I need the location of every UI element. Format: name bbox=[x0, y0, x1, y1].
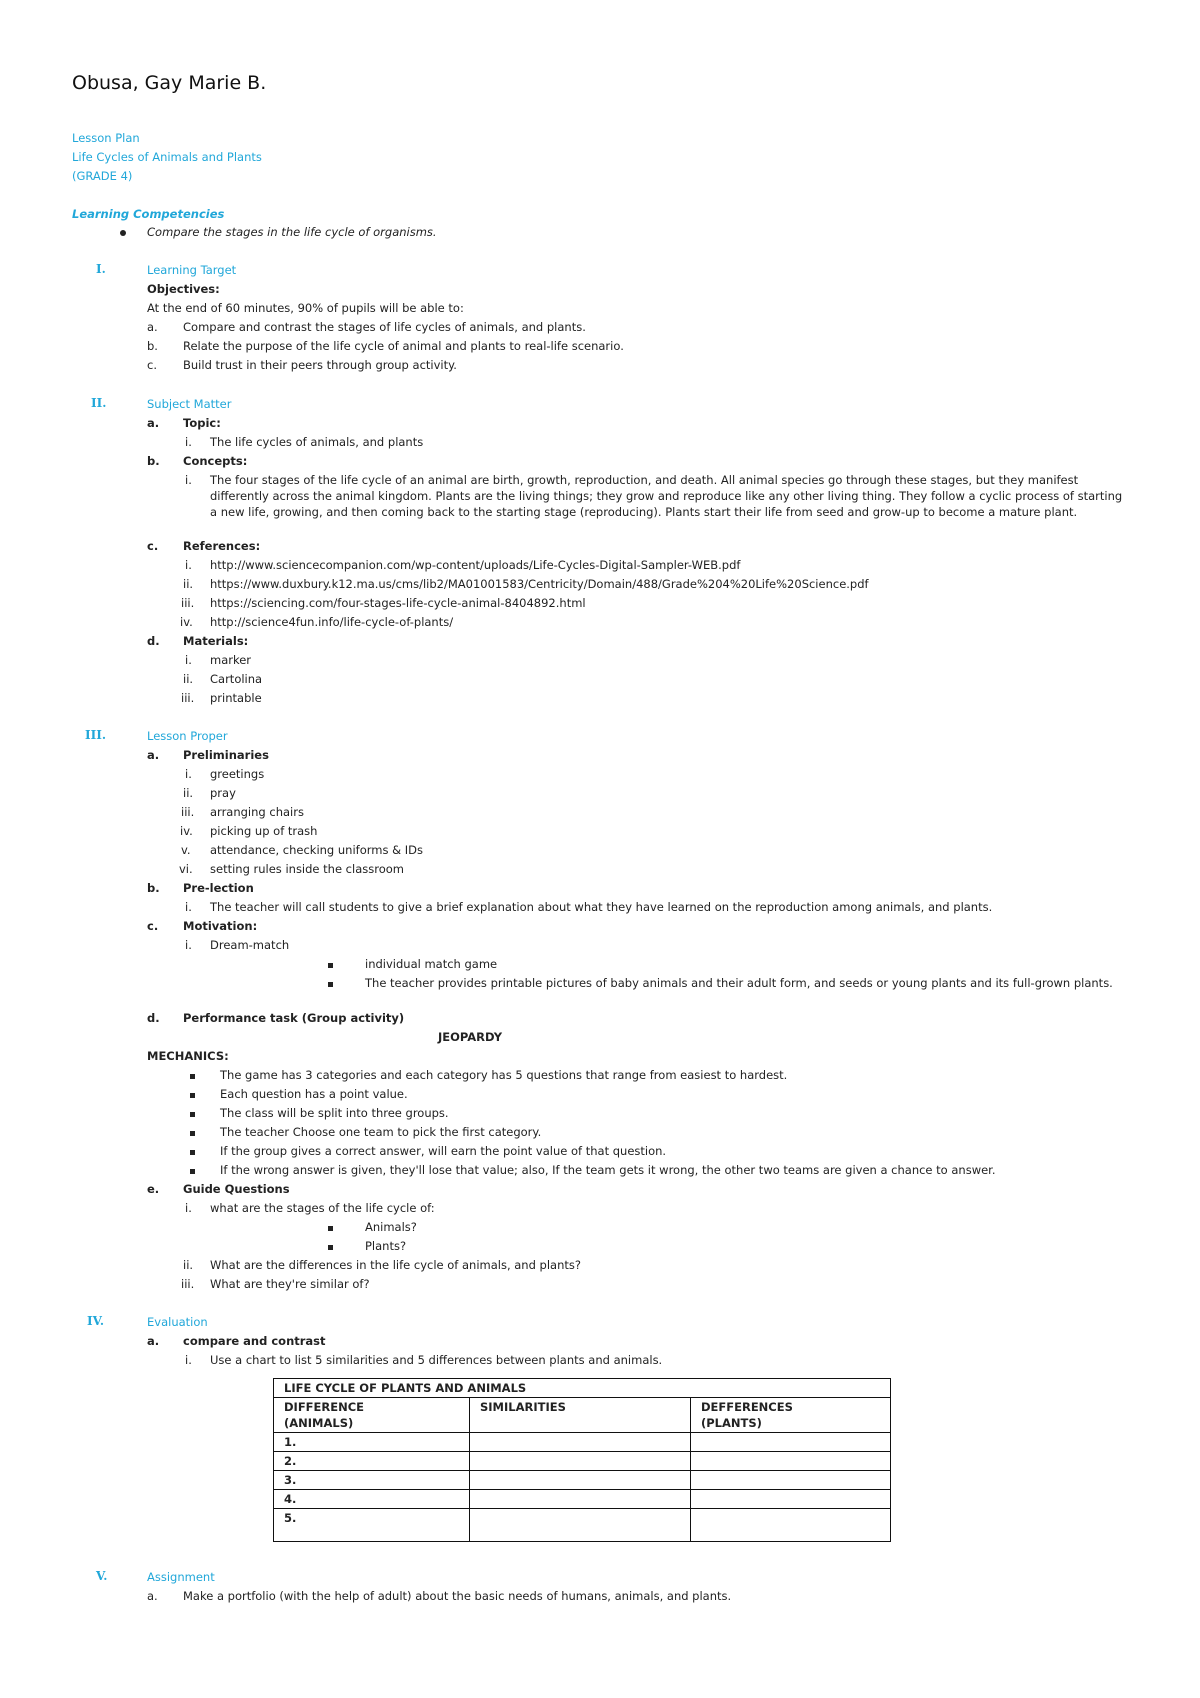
objectives-label: Objectives: bbox=[147, 282, 220, 296]
table-row-number: 3. bbox=[274, 1471, 470, 1490]
material-item: Cartolina bbox=[210, 672, 263, 686]
mechanics-label: MECHANICS: bbox=[147, 1049, 229, 1063]
prelection-item-marker: i. bbox=[185, 900, 192, 914]
assignment-marker: a. bbox=[147, 1589, 158, 1603]
square-bullet-icon bbox=[328, 975, 333, 991]
mechanics-item: If the wrong answer is given, they'll lose that value; also, If the team gets it wrong, the other two teams are given a chance to answer. bbox=[220, 1163, 996, 1177]
prelim-marker: ii. bbox=[183, 786, 194, 800]
table-row-number: 2. bbox=[274, 1452, 470, 1471]
table-header-text: (PLANTS) bbox=[701, 1416, 762, 1430]
guide-q2: What are the differences in the life cycle of animals, and plants? bbox=[210, 1258, 581, 1272]
reference-marker: ii. bbox=[183, 577, 194, 591]
evaluation-marker: a. bbox=[147, 1334, 160, 1348]
guide-q1-marker: i. bbox=[185, 1201, 192, 1215]
motivation-item-marker: i. bbox=[185, 938, 192, 952]
reference-link[interactable]: http://www.sciencecompanion.com/wp-content/uploads/Life-Cycles-Digital-Sampler-WEB.pdf bbox=[210, 558, 741, 572]
objective-item: Build trust in their peers through group activity. bbox=[183, 358, 457, 372]
motivation-label: Motivation: bbox=[183, 919, 258, 933]
table-row bbox=[274, 1509, 891, 1542]
guide-label: Guide Questions bbox=[183, 1182, 290, 1196]
prelim-item: setting rules inside the classroom bbox=[210, 862, 404, 876]
table-header-differences-plants bbox=[691, 1398, 891, 1433]
reference-marker: iv. bbox=[180, 615, 193, 629]
assignment-item: Make a portfolio (with the help of adult) about the basic needs of humans, animals, and plants. bbox=[183, 1589, 732, 1603]
objective-marker: b. bbox=[147, 339, 158, 353]
objective-marker: a. bbox=[147, 320, 158, 334]
square-bullet-icon bbox=[190, 1067, 195, 1083]
concepts-paragraph: The four stages of the life cycle of an animal are birth, growth, reproduction, and death. All animal species go through these stages, but they manifest differently across the animal kingdom. Plants are the living things; they grow and reproduce like any other living thing. They follow a cyclic process of starting a new life, growing, and then coming back to the starting stage (reproducing). Plants start their life from seed and grow-up to become a mature plant. bbox=[210, 473, 1123, 519]
table-cell bbox=[470, 1490, 691, 1509]
evaluation-sub-marker: i. bbox=[185, 1353, 192, 1367]
prelim-item: greetings bbox=[210, 767, 265, 781]
reference-link[interactable]: https://sciencing.com/four-stages-life-cycle-animal-8404892.html bbox=[210, 596, 586, 610]
table-row bbox=[274, 1490, 891, 1509]
prelim-label: Preliminaries bbox=[183, 748, 269, 762]
table-row-number: 1. bbox=[274, 1433, 470, 1452]
table-header-difference-animals bbox=[274, 1398, 470, 1433]
prelim-marker: a. bbox=[147, 748, 160, 762]
square-bullet-icon bbox=[328, 1238, 333, 1254]
prelim-marker: i. bbox=[185, 767, 192, 781]
table-cell bbox=[470, 1452, 691, 1471]
table-row-number: 5. bbox=[274, 1509, 470, 1542]
task-label: Performance task (Group activity) bbox=[183, 1011, 405, 1025]
section-2-number: II. bbox=[91, 396, 107, 410]
objective-item: Compare and contrast the stages of life cycles of animals, and plants. bbox=[183, 320, 586, 334]
task-marker: d. bbox=[147, 1011, 160, 1025]
reference-link[interactable]: https://www.duxbury.k12.ma.us/cms/lib2/MA01001583/Centricity/Domain/488/Grade%204%20Life%20Science.pdf bbox=[210, 577, 869, 591]
table-header-text: DIFFERENCE bbox=[284, 1400, 365, 1414]
prelim-item: pray bbox=[210, 786, 236, 800]
motivation-bullet: The teacher provides printable pictures of baby animals and their adult form, and seeds or young plants and its full-grown plants. bbox=[365, 976, 1113, 990]
prelection-marker: b. bbox=[147, 881, 160, 895]
mechanics-item: The game has 3 categories and each category has 5 questions that range from easiest to hardest. bbox=[220, 1068, 788, 1082]
table-cell bbox=[691, 1490, 891, 1509]
references-label: References: bbox=[183, 539, 261, 553]
table-header-text: (ANIMALS) bbox=[284, 1416, 354, 1430]
prelim-marker: vi. bbox=[179, 862, 193, 876]
square-bullet-icon bbox=[190, 1143, 195, 1159]
header-title: Life Cycles of Animals and Plants bbox=[72, 150, 262, 164]
competency-item: Compare the stages in the life cycle of organisms. bbox=[147, 225, 437, 239]
prelection-item: The teacher will call students to give a brief explanation about what they have learned on the reproduction among animals, and plants. bbox=[210, 900, 993, 914]
reference-marker: i. bbox=[185, 558, 192, 572]
materials-marker: d. bbox=[147, 634, 160, 648]
table-header-similarities: SIMILARITIES bbox=[470, 1398, 691, 1433]
table-cell bbox=[470, 1433, 691, 1452]
guide-marker: e. bbox=[147, 1182, 160, 1196]
author-name: Obusa, Gay Marie B. bbox=[72, 72, 267, 94]
topic-marker: a. bbox=[147, 416, 160, 430]
table-cell bbox=[470, 1509, 691, 1542]
material-marker: i. bbox=[185, 653, 192, 667]
square-bullet-icon bbox=[328, 956, 333, 972]
reference-marker: iii. bbox=[181, 596, 195, 610]
competencies-title: Learning Competencies bbox=[72, 207, 225, 221]
mechanics-item: Each question has a point value. bbox=[220, 1087, 408, 1101]
table-row-number: 4. bbox=[274, 1490, 470, 1509]
motivation-marker: c. bbox=[147, 919, 159, 933]
evaluation-label: compare and contrast bbox=[183, 1334, 326, 1348]
topic-item: The life cycles of animals, and plants bbox=[210, 435, 424, 449]
guide-q1-sub: Animals? bbox=[365, 1220, 417, 1234]
section-4-title: Evaluation bbox=[147, 1315, 208, 1329]
table-row bbox=[274, 1433, 891, 1452]
table-row bbox=[274, 1452, 891, 1471]
concepts-marker: b. bbox=[147, 454, 160, 468]
prelim-marker: iv. bbox=[180, 824, 193, 838]
bullet-dot-icon bbox=[120, 224, 126, 240]
motivation-bullet: individual match game bbox=[365, 957, 498, 971]
objective-marker: c. bbox=[147, 358, 157, 372]
prelim-marker: iii. bbox=[181, 805, 195, 819]
table-header-text: DEFFERENCES bbox=[701, 1400, 793, 1414]
section-2-title: Subject Matter bbox=[147, 397, 232, 411]
table-cell bbox=[691, 1452, 891, 1471]
topic-item-marker: i. bbox=[185, 435, 192, 449]
materials-label: Materials: bbox=[183, 634, 249, 648]
header-grade: (GRADE 4) bbox=[72, 169, 133, 183]
prelection-label: Pre-lection bbox=[183, 881, 254, 895]
prelim-item: attendance, checking uniforms & IDs bbox=[210, 843, 423, 857]
material-item: marker bbox=[210, 653, 252, 667]
mechanics-item: If the group gives a correct answer, will earn the point value of that question. bbox=[220, 1144, 667, 1158]
material-marker: iii. bbox=[181, 691, 195, 705]
mechanics-item: The teacher Choose one team to pick the first category. bbox=[220, 1125, 542, 1139]
evaluation-sub: Use a chart to list 5 similarities and 5 differences between plants and animals. bbox=[210, 1353, 663, 1367]
header-lesson-plan: Lesson Plan bbox=[72, 131, 140, 145]
objectives-intro: At the end of 60 minutes, 90% of pupils will be able to: bbox=[147, 301, 464, 315]
square-bullet-icon bbox=[328, 1219, 333, 1235]
objective-item: Relate the purpose of the life cycle of animal and plants to real-life scenario. bbox=[183, 339, 624, 353]
jeopardy-title: JEOPARDY bbox=[438, 1030, 503, 1044]
square-bullet-icon bbox=[190, 1124, 195, 1140]
section-5-title: Assignment bbox=[147, 1570, 215, 1584]
section-3-title: Lesson Proper bbox=[147, 729, 228, 743]
guide-q2-marker: ii. bbox=[183, 1258, 194, 1272]
section-5-number: V. bbox=[96, 1569, 108, 1583]
section-1-title: Learning Target bbox=[147, 263, 237, 277]
life-cycle-table bbox=[273, 1378, 891, 1542]
table-cell bbox=[691, 1471, 891, 1490]
square-bullet-icon bbox=[190, 1086, 195, 1102]
prelim-item: arranging chairs bbox=[210, 805, 304, 819]
mechanics-item: The class will be split into three groups. bbox=[220, 1106, 449, 1120]
square-bullet-icon bbox=[190, 1162, 195, 1178]
table-cell bbox=[691, 1509, 891, 1542]
section-3-number: III. bbox=[85, 728, 107, 742]
references-marker: c. bbox=[147, 539, 159, 553]
guide-q3: What are they're similar of? bbox=[210, 1277, 370, 1291]
guide-q1: what are the stages of the life cycle of: bbox=[210, 1201, 435, 1215]
reference-link[interactable]: http://science4fun.info/life-cycle-of-plants/ bbox=[210, 615, 454, 629]
section-4-number: IV. bbox=[87, 1314, 105, 1328]
section-1-number: I. bbox=[96, 262, 106, 276]
table-cell bbox=[470, 1471, 691, 1490]
square-bullet-icon bbox=[190, 1105, 195, 1121]
prelim-item: picking up of trash bbox=[210, 824, 318, 838]
material-item: printable bbox=[210, 691, 262, 705]
table-cell bbox=[691, 1433, 891, 1452]
prelim-marker: v. bbox=[181, 843, 191, 857]
table-row bbox=[274, 1471, 891, 1490]
guide-q1-sub: Plants? bbox=[365, 1239, 407, 1253]
concepts-item-marker: i. bbox=[185, 473, 192, 487]
guide-q3-marker: iii. bbox=[181, 1277, 195, 1291]
topic-label: Topic: bbox=[183, 416, 221, 430]
material-marker: ii. bbox=[183, 672, 194, 686]
motivation-item: Dream-match bbox=[210, 938, 290, 952]
concepts-label: Concepts: bbox=[183, 454, 248, 468]
table-title: LIFE CYCLE OF PLANTS AND ANIMALS bbox=[274, 1379, 891, 1398]
